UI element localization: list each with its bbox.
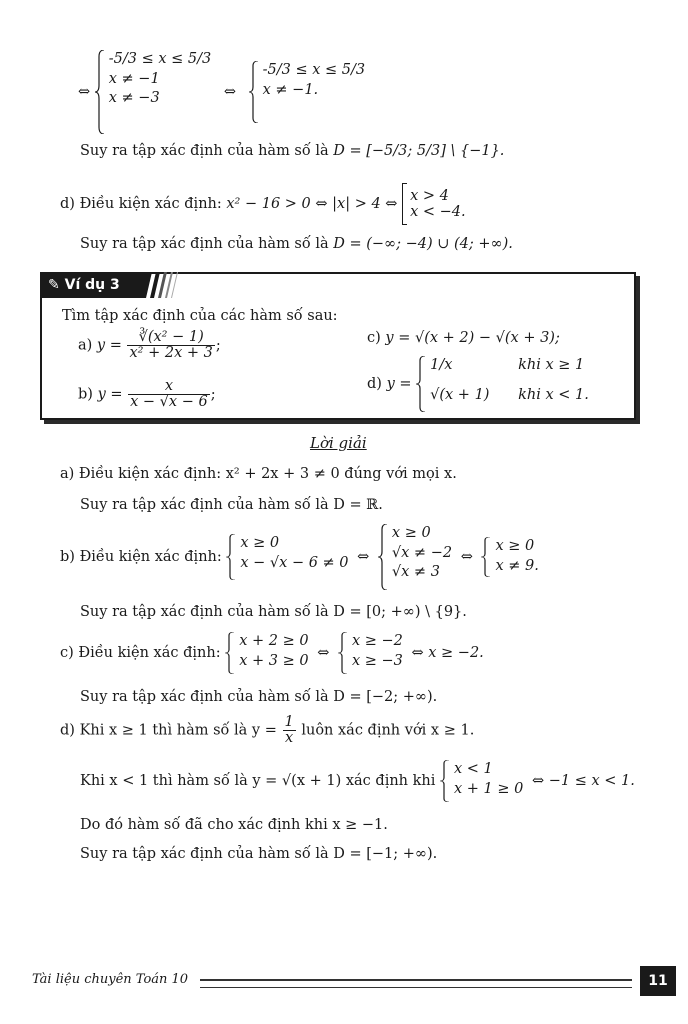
tag-stripes bbox=[144, 272, 204, 298]
solution-b-system-3 bbox=[481, 537, 538, 577]
iff-symbol: ⇔ bbox=[460, 549, 473, 565]
solution-title: Lời giải bbox=[310, 434, 367, 452]
item-a-lhs: y = bbox=[96, 337, 122, 354]
item-d-case1-value: 1/x bbox=[430, 357, 453, 373]
footer-rule bbox=[200, 979, 632, 988]
item-c-label: c) bbox=[367, 330, 381, 346]
solution-c-result: ⇔ x ≥ −2. bbox=[411, 645, 484, 661]
solution-d-frac-num: 1 bbox=[284, 714, 294, 730]
solution-b-text: Điều kiện xác định: bbox=[79, 549, 222, 565]
conclusion-set: D = [−5/3; 5/3] \ {−1}. bbox=[333, 143, 505, 159]
conclusion-prefix: Suy ra tập xác định của hàm số là bbox=[80, 236, 329, 252]
solution-d-line3: Do đó hàm số đã cho xác định khi x ≥ −1. bbox=[80, 817, 388, 833]
solution-b-block bbox=[60, 524, 539, 590]
system-2-line-2: x ≠ −1. bbox=[262, 81, 319, 98]
solution-d-system bbox=[440, 760, 523, 802]
system-line: x ≥ −3 bbox=[351, 652, 403, 669]
part-d-expr: x² − 16 > 0 ⇔ |x| > 4 ⇔ bbox=[226, 196, 398, 212]
system-1-line-1: -5/3 ≤ x ≤ 5/3 bbox=[108, 51, 212, 67]
solution-c-system-2 bbox=[338, 632, 403, 674]
part-d-label: d) bbox=[60, 196, 75, 212]
iff-symbol: ⇔ bbox=[78, 84, 91, 100]
system-line: x ≥ −2 bbox=[351, 633, 403, 649]
system-line: √x ≠ 3 bbox=[391, 564, 440, 581]
system-line: x + 1 ≥ 0 bbox=[454, 780, 524, 797]
system-line: x ≥ 0 bbox=[495, 538, 535, 554]
conclusion-set: D = (−∞; −4) ∪ (4; +∞). bbox=[333, 236, 513, 252]
solution-b-label: b) bbox=[60, 549, 75, 565]
page-number: 11 bbox=[640, 966, 676, 996]
top-system-block bbox=[78, 50, 365, 134]
edit-icon: ✎ bbox=[48, 277, 60, 293]
system-line: x ≠ 9. bbox=[495, 557, 539, 574]
solution-d-line1 bbox=[60, 715, 474, 746]
solution-d-line2 bbox=[80, 760, 635, 802]
example-item-b bbox=[78, 379, 216, 410]
solution-c-label: c) bbox=[60, 645, 74, 661]
solution-c-block bbox=[60, 632, 484, 674]
item-d-cases bbox=[416, 356, 589, 412]
part-d-case-2: x < −4. bbox=[410, 204, 466, 220]
solution-c-text: Điều kiện xác định: bbox=[78, 645, 221, 661]
system-line: x − √x − 6 ≠ 0 bbox=[240, 554, 349, 571]
iff-symbol: ⇔ bbox=[223, 84, 237, 100]
solution-d-line2-a: Khi x < 1 thì hàm số là y = √(x + 1) xác định khi bbox=[80, 773, 436, 789]
solution-d-line1-a: Khi x ≥ 1 thì hàm số là y = bbox=[79, 722, 277, 739]
item-d-case1-cond: khi x ≥ 1 bbox=[518, 357, 585, 373]
system-line: x < 1 bbox=[454, 761, 493, 777]
item-b-label: b) bbox=[78, 386, 93, 403]
iff-symbol: ⇔ bbox=[317, 645, 330, 661]
example-item-a bbox=[78, 330, 221, 361]
item-d-case2-value: √(x + 1) bbox=[430, 386, 490, 403]
iff-symbol: ⇔ bbox=[357, 549, 370, 565]
solution-c-system-1 bbox=[225, 632, 308, 674]
part-d-case-1: x > 4 bbox=[410, 188, 449, 204]
item-a-numerator: ∛(x² − 1) bbox=[127, 330, 214, 346]
item-d-case2-cond: khi x < 1. bbox=[518, 386, 589, 403]
example-item-d bbox=[367, 356, 589, 412]
system-line: x ≥ 0 bbox=[391, 525, 431, 541]
system-1-line-2: x ≠ −1 bbox=[108, 70, 160, 87]
item-b-numerator: x bbox=[128, 379, 210, 395]
solution-d-line4: Suy ra tập xác định của hàm số là D = [−1; +∞). bbox=[80, 846, 438, 862]
item-d-label: d) bbox=[367, 376, 382, 392]
example-tag bbox=[40, 272, 144, 298]
top-conclusion bbox=[80, 143, 504, 159]
example-prompt: Tìm tập xác định của các hàm số sau: bbox=[62, 308, 338, 324]
footer-text: Tài liệu chuyên Toán 10 bbox=[32, 972, 189, 987]
system-line: x + 2 ≥ 0 bbox=[239, 633, 309, 649]
solution-b-system-2 bbox=[378, 524, 452, 590]
system-1 bbox=[95, 50, 211, 134]
solution-b-line2: Suy ra tập xác định của hàm số là D = [0; +∞) \ {9}. bbox=[80, 604, 467, 620]
system-line: x + 3 ≥ 0 bbox=[239, 652, 309, 669]
item-c-expr: y = √(x + 2) − √(x + 3); bbox=[385, 330, 560, 346]
item-d-lhs: y = bbox=[386, 376, 412, 392]
solution-d-frac-den: x bbox=[285, 730, 294, 747]
solution-d-label: d) bbox=[60, 722, 75, 739]
solution-a-line1 bbox=[60, 466, 457, 482]
item-a-label: a) bbox=[78, 337, 93, 354]
solution-c-line2: Suy ra tập xác định của hàm số là D = [−2; +∞). bbox=[80, 689, 438, 705]
solution-a-label: a) bbox=[60, 466, 75, 482]
solution-d-line1-b: luôn xác định với x ≥ 1. bbox=[301, 722, 475, 739]
system-2 bbox=[249, 61, 365, 123]
item-a-denominator: x² + 2x + 3 bbox=[129, 345, 213, 362]
conclusion-prefix: Suy ra tập xác định của hàm số là bbox=[80, 143, 329, 159]
part-d-text: Điều kiện xác định: bbox=[79, 196, 222, 212]
system-1-line-3: x ≠ −3 bbox=[108, 90, 160, 107]
solution-b-system-1 bbox=[226, 534, 348, 580]
system-2-line-1: -5/3 ≤ x ≤ 5/3 bbox=[262, 62, 366, 78]
system-line: √x ≠ −2 bbox=[391, 544, 453, 561]
example-tag-label: Ví dụ 3 bbox=[64, 277, 120, 293]
item-a-tail: ; bbox=[215, 337, 221, 354]
system-line: x ≥ 0 bbox=[240, 535, 280, 551]
part-d-condition bbox=[60, 183, 466, 225]
solution-d-line2-b: ⇔ −1 ≤ x < 1. bbox=[531, 773, 635, 789]
solution-a-line2: Suy ra tập xác định của hàm số là D = ℝ. bbox=[80, 497, 383, 513]
item-b-lhs: y = bbox=[97, 386, 123, 403]
part-d-conclusion bbox=[80, 236, 513, 252]
solution-a-text: Điều kiện xác định: x² + 2x + 3 ≠ 0 đúng với mọi x. bbox=[78, 466, 457, 482]
item-b-tail: ; bbox=[210, 386, 216, 403]
example-item-c bbox=[367, 330, 560, 346]
item-b-denominator: x − √x − 6 bbox=[130, 394, 208, 411]
